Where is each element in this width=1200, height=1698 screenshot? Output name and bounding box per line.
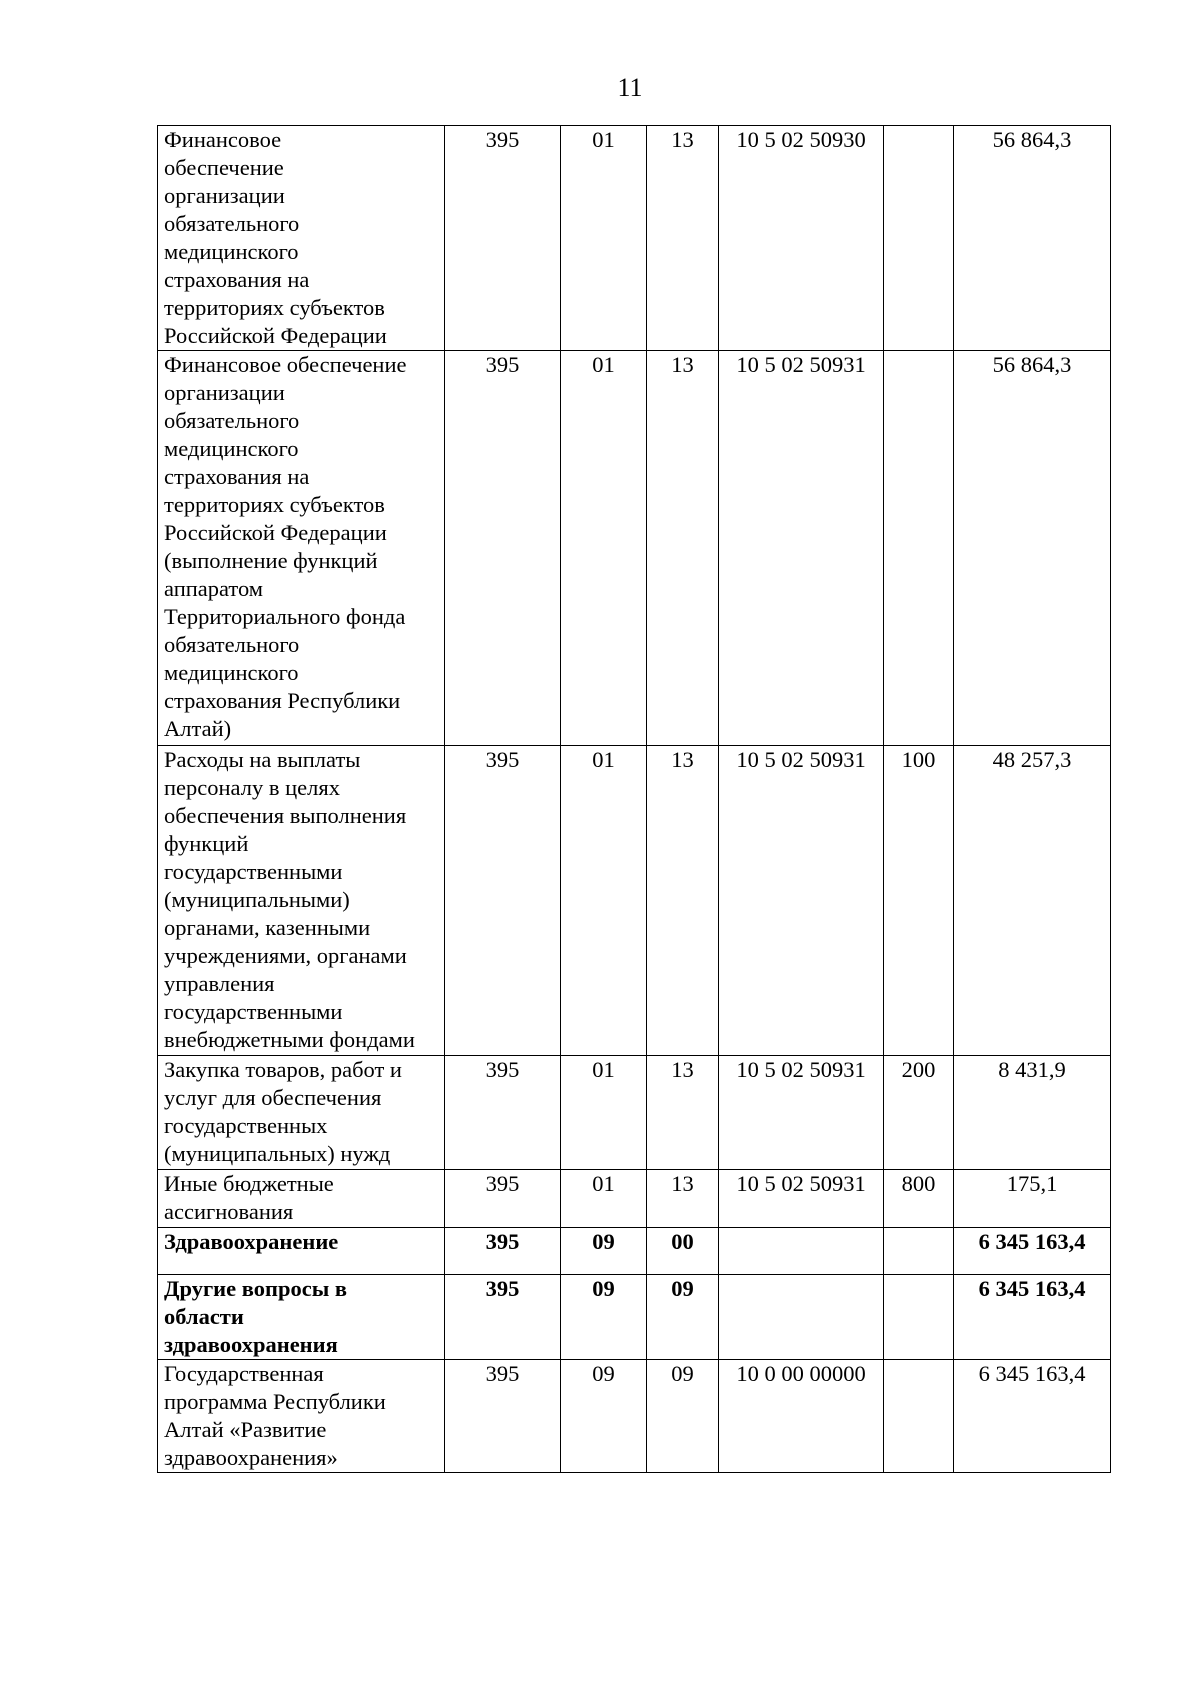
subsection-code-cell: 13 [647, 1170, 719, 1228]
item-name-line: страхования на [164, 464, 310, 489]
admin-code-cell: 395 [445, 1275, 561, 1360]
item-name-line: обязательного [164, 408, 300, 433]
amount-cell: 56 864,3 [954, 126, 1111, 351]
item-name-line: организации [164, 380, 285, 405]
item-name-line: Финансовое обеспечение [164, 352, 407, 377]
item-name-line: государственных [164, 1113, 328, 1138]
subsection-code-cell: 09 [647, 1360, 719, 1473]
item-name-line: области [164, 1304, 244, 1329]
section-code-cell: 01 [561, 1056, 647, 1170]
table-row [158, 1170, 1111, 1228]
target-article-cell: 10 0 00 00000 [719, 1360, 884, 1473]
table-row [158, 1056, 1111, 1170]
item-name-line: Здравоохранение [164, 1229, 339, 1254]
section-code-cell: 09 [561, 1228, 647, 1275]
item-name-line: учреждениями, органами [164, 943, 407, 968]
item-name-line: здравоохранения» [164, 1445, 338, 1470]
item-name-cell [158, 1228, 445, 1275]
item-name-line: персоналу в целях [164, 775, 340, 800]
item-name-line: организации [164, 183, 285, 208]
item-name-line: Расходы на выплаты [164, 747, 361, 772]
section-code-cell: 01 [561, 126, 647, 351]
table-row [158, 126, 1111, 351]
item-name-line: услуг для обеспечения [164, 1085, 382, 1110]
item-name-line: Финансовое [164, 127, 282, 152]
table-row [158, 351, 1111, 746]
section-code-cell: 01 [561, 746, 647, 1056]
item-name-line: Алтай «Развитие [164, 1417, 327, 1442]
subsection-code-cell: 00 [647, 1228, 719, 1275]
target-article-cell [719, 1228, 884, 1275]
item-name-line: Государственная [164, 1361, 324, 1386]
item-name-line: Российской Федерации [164, 323, 387, 348]
item-name-line: здравоохранения [164, 1332, 338, 1357]
expense-type-cell [884, 351, 954, 746]
admin-code-cell: 395 [445, 126, 561, 351]
item-name-cell [158, 126, 445, 351]
page-number: 11 [617, 73, 643, 102]
amount-cell: 6 345 163,4 [954, 1360, 1111, 1473]
subsection-code-cell: 13 [647, 1056, 719, 1170]
admin-code-cell: 395 [445, 1056, 561, 1170]
item-name-cell [158, 1275, 445, 1360]
item-name-line: государственными [164, 999, 343, 1024]
item-name-cell [158, 746, 445, 1056]
target-article-cell: 10 5 02 50931 [719, 1170, 884, 1228]
item-name-line: Иные бюджетные [164, 1171, 334, 1196]
table-row [158, 1228, 1111, 1275]
expense-type-cell: 100 [884, 746, 954, 1056]
item-name-line: обеспечения выполнения [164, 803, 407, 828]
section-code-cell: 01 [561, 351, 647, 746]
item-name-line: территориях субъектов [164, 295, 385, 320]
item-name-cell [158, 1360, 445, 1473]
item-name-line: медицинского [164, 239, 299, 264]
table-row [158, 746, 1111, 1056]
budget-table [157, 125, 1111, 1473]
item-name-line: Российской Федерации [164, 520, 387, 545]
item-name-line: медицинского [164, 436, 299, 461]
item-name-line: программа Республики [164, 1389, 386, 1414]
amount-cell: 6 345 163,4 [954, 1275, 1111, 1360]
section-code-cell: 01 [561, 1170, 647, 1228]
item-name-line: функций [164, 831, 249, 856]
amount-cell: 56 864,3 [954, 351, 1111, 746]
admin-code-cell: 395 [445, 351, 561, 746]
amount-cell: 48 257,3 [954, 746, 1111, 1056]
item-name-line: аппаратом [164, 576, 264, 601]
item-name-cell [158, 351, 445, 746]
amount-cell: 8 431,9 [954, 1056, 1111, 1170]
section-code-cell: 09 [561, 1360, 647, 1473]
item-name-cell [158, 1170, 445, 1228]
subsection-code-cell: 13 [647, 351, 719, 746]
item-name-line: (муниципальных) нужд [164, 1141, 391, 1166]
item-name-line: управления [164, 971, 275, 996]
item-name-line: медицинского [164, 660, 299, 685]
item-name-line: обеспечение [164, 155, 284, 180]
amount-cell: 175,1 [954, 1170, 1111, 1228]
item-name-line: (муниципальными) [164, 887, 350, 912]
table-row [158, 1275, 1111, 1360]
item-name-line: страхования Республики [164, 688, 401, 713]
target-article-cell [719, 1275, 884, 1360]
item-name-line: территориях субъектов [164, 492, 385, 517]
item-name-line: ассигнования [164, 1199, 294, 1224]
subsection-code-cell: 13 [647, 746, 719, 1056]
subsection-code-cell: 09 [647, 1275, 719, 1360]
table-row [158, 1360, 1111, 1473]
item-name-line: Другие вопросы в [164, 1276, 348, 1301]
amount-cell: 6 345 163,4 [954, 1228, 1111, 1275]
subsection-code-cell: 13 [647, 126, 719, 351]
admin-code-cell: 395 [445, 746, 561, 1056]
section-code-cell: 09 [561, 1275, 647, 1360]
item-name-line: Закупка товаров, работ и [164, 1057, 402, 1082]
item-name-line: страхования на [164, 267, 310, 292]
expense-type-cell: 800 [884, 1170, 954, 1228]
item-name-line: органами, казенными [164, 915, 371, 940]
expense-type-cell [884, 1360, 954, 1473]
item-name-line: Алтай) [164, 716, 232, 741]
budget-table-body [158, 126, 1111, 1473]
admin-code-cell: 395 [445, 1228, 561, 1275]
expense-type-cell [884, 1275, 954, 1360]
expense-type-cell: 200 [884, 1056, 954, 1170]
item-name-line: (выполнение функций [164, 548, 378, 573]
target-article-cell: 10 5 02 50931 [719, 1056, 884, 1170]
expense-type-cell [884, 1228, 954, 1275]
item-name-line: внебюджетными фондами [164, 1027, 415, 1052]
item-name-line: обязательного [164, 632, 300, 657]
admin-code-cell: 395 [445, 1170, 561, 1228]
item-name-line: обязательного [164, 211, 300, 236]
item-name-line: Территориального фонда [164, 604, 406, 629]
target-article-cell: 10 5 02 50931 [719, 351, 884, 746]
expense-type-cell [884, 126, 954, 351]
target-article-cell: 10 5 02 50931 [719, 746, 884, 1056]
item-name-line: государственными [164, 859, 343, 884]
item-name-cell [158, 1056, 445, 1170]
target-article-cell: 10 5 02 50930 [719, 126, 884, 351]
admin-code-cell: 395 [445, 1360, 561, 1473]
